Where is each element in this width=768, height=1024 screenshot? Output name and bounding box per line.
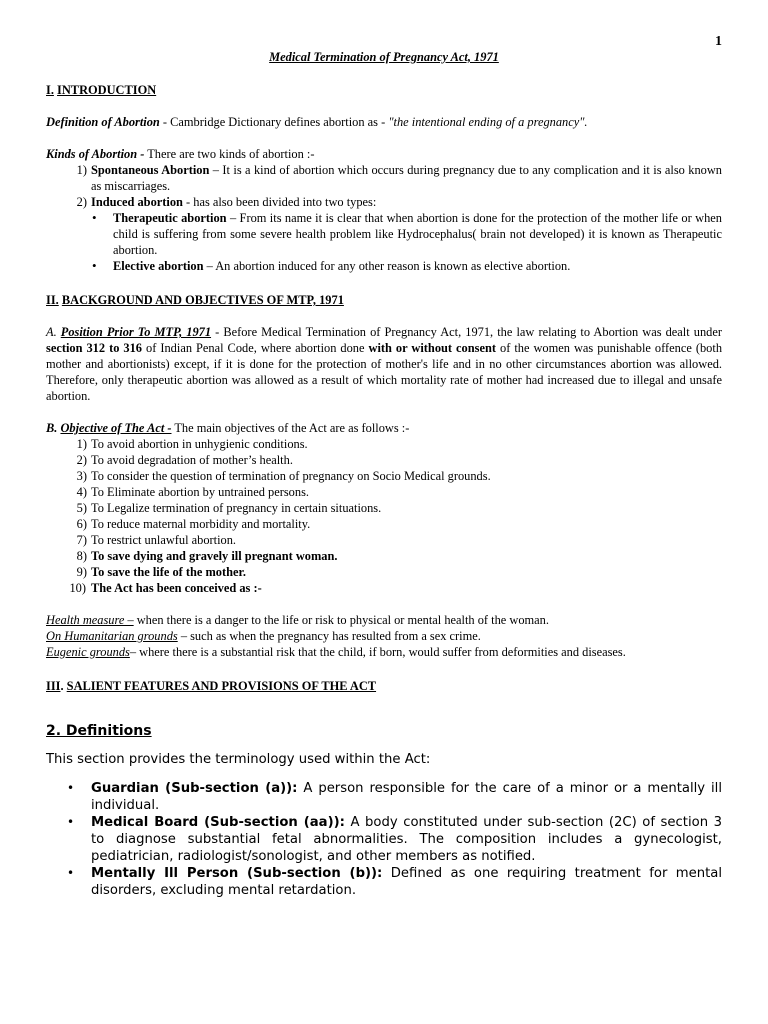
- list-item: [46, 548, 722, 564]
- section-background-heading: [46, 292, 722, 308]
- section-number: III: [46, 679, 61, 693]
- term-text: – such as when the pregnancy has resulted from a sex crime.: [177, 629, 481, 643]
- definition-of-abortion: [46, 114, 722, 130]
- page-number: 1: [715, 34, 722, 49]
- list-number: 7): [76, 533, 87, 547]
- term-label: Elective abortion: [113, 259, 204, 273]
- list-number: 5): [76, 501, 87, 515]
- list-item: [46, 194, 722, 210]
- objective-intro: [46, 420, 722, 436]
- health-measure: [46, 612, 722, 628]
- list-text: To avoid abortion in unhygienic conditions.: [91, 437, 308, 451]
- list-item: [46, 436, 722, 452]
- list-item: [113, 258, 722, 274]
- list-text: To restrict unlawful abortion.: [91, 533, 237, 547]
- list-text: To save the life of the mother.: [91, 565, 246, 579]
- kinds-list-2: [46, 194, 722, 210]
- list-number: 1): [76, 163, 87, 177]
- section-title: INTRODUCTION: [57, 83, 157, 97]
- paragraph-text: of the women was punishable offence (both mother and abortionists) except, if it is done for the protection of mother's life and in no other circumstances abortion was allowed. Therefore, only therapeutic abortion was allowed as a result of which mortality rate of mother had increased due to illegal and unsafe abortion.: [46, 341, 723, 403]
- paragraph-prefix: B.: [46, 421, 61, 435]
- section-introduction-heading: [46, 82, 722, 98]
- eugenic-grounds: [46, 644, 722, 660]
- term-label: Health measure –: [46, 613, 134, 627]
- section-number: I.: [46, 83, 54, 97]
- term-label: Definition of Abortion: [46, 115, 160, 129]
- list-item: [91, 814, 722, 865]
- definition-quote: "the intentional ending of a pregnancy".: [388, 115, 588, 129]
- list-number: 8): [76, 549, 87, 563]
- list-text: To consider the question of termination of pregnancy on Socio Medical grounds.: [91, 469, 491, 483]
- definitions-heading: 2. Definitions: [46, 723, 152, 739]
- term-label: Kinds of Abortion -: [46, 147, 145, 161]
- list-number: 2): [76, 453, 87, 467]
- list-item: [46, 532, 722, 548]
- term-text: Defined as one requiring treatment for mental disorders, excluding mental retardation.: [91, 866, 722, 898]
- list-item: [91, 780, 722, 814]
- term-label: Induced abortion: [91, 195, 183, 209]
- term-text: - has also been divided into two types:: [182, 195, 377, 209]
- term-text: A person responsible for the care of a minor or a mentally ill individual.: [91, 781, 722, 813]
- list-text: To avoid degradation of mother’s health.: [91, 453, 293, 467]
- term-label: Eugenic grounds: [46, 645, 130, 659]
- section-salient-heading: III. SALIENT FEATURES AND PROVISIONS OF THE ACT: [46, 679, 377, 693]
- list-text: To reduce maternal morbidity and mortality.: [91, 517, 311, 531]
- kinds-of-abortion: [46, 146, 722, 162]
- term-text: – An abortion induced for any other reason is known as elective abortion.: [203, 259, 571, 273]
- term-text: when there is a danger to the life or risk to physical or mental health of the woman.: [133, 613, 549, 627]
- list-item: [46, 452, 722, 468]
- list-item: [46, 580, 722, 596]
- humanitarian-grounds: [46, 628, 722, 644]
- list-item: [46, 516, 722, 532]
- list-item: [46, 484, 722, 500]
- term-label: Therapeutic abortion: [113, 211, 227, 225]
- list-item: [91, 865, 722, 899]
- section-title: SALIENT FEATURES AND PROVISIONS OF THE ACT: [66, 679, 377, 693]
- term-label: Mentally Ill Person (Sub-section (b)):: [91, 866, 383, 881]
- term-text: – From its name it is clear that when abortion is done for the protection of the mother life or when child is suffering from some severe health problem like Hydrocephalus( brain not developed) it is known as Therapeutic abortion.: [113, 211, 722, 257]
- term-text: – It is a kind of abortion which occurs during pregnancy due to any complication and it is also known as miscarriages.: [91, 163, 723, 193]
- emphasis-text: section 312 to 316: [46, 341, 143, 355]
- term-text: – where there is a substantial risk that the child, if born, would suffer from deformities and diseases.: [129, 645, 626, 659]
- term-label: Spontaneous Abortion: [91, 163, 210, 177]
- emphasis-text: with or without consent: [368, 341, 496, 355]
- list-text: To save dying and gravely ill pregnant woman.: [91, 549, 338, 563]
- definitions-list: [46, 780, 722, 899]
- list-number: 6): [76, 517, 87, 531]
- list-text: To Eliminate abortion by untrained persons.: [91, 485, 309, 499]
- list-text: The Act has been conceived as :-: [91, 581, 262, 595]
- kinds-list: [46, 162, 722, 194]
- term-label: Position Prior To MTP, 1971: [60, 325, 212, 339]
- induced-types-list: [46, 210, 722, 274]
- list-item: [46, 500, 722, 516]
- list-number: 3): [76, 469, 87, 483]
- term-text: - Cambridge Dictionary defines abortion as -: [159, 115, 389, 129]
- list-number: 2): [76, 195, 87, 209]
- document-title: Medical Termination of Pregnancy Act, 1971: [269, 50, 499, 64]
- section-title: BACKGROUND AND OBJECTIVES OF MTP, 1971: [61, 293, 344, 307]
- term-text: A body constituted under sub-section (2C) of section 3 to diagnose substantial fetal abnormalities. The composition includes a gynecologist, pediatrician, radiologist/sonologist, and other members as notified.: [91, 815, 722, 864]
- position-prior-paragraph: [46, 324, 722, 404]
- list-number: 9): [76, 565, 87, 579]
- list-number: 1): [76, 437, 87, 451]
- term-label: Objective of The Act -: [60, 421, 172, 435]
- list-item: [113, 210, 722, 258]
- list-item: [46, 162, 722, 194]
- section-number: II.: [46, 293, 59, 307]
- list-item: [46, 564, 722, 580]
- list-number: 4): [76, 485, 87, 499]
- paragraph-text: The main objectives of the Act are as follows :-: [171, 421, 410, 435]
- term-label: Medical Board (Sub-section (aa)):: [91, 815, 345, 830]
- paragraph-text: of Indian Penal Code, where abortion done: [142, 341, 369, 355]
- term-text: There are two kinds of abortion :-: [144, 147, 315, 161]
- definitions-intro: This section provides the terminology used within the Act:: [46, 752, 431, 767]
- list-number: 10): [69, 581, 86, 595]
- paragraph-text: - Before Medical Termination of Pregnancy Act, 1971, the law relating to Abortion was dealt under: [211, 325, 722, 339]
- term-label: On Humanitarian grounds: [46, 629, 178, 643]
- objectives-list: [46, 436, 722, 596]
- list-item: [46, 468, 722, 484]
- paragraph-prefix: A.: [46, 325, 61, 339]
- list-text: To Legalize termination of pregnancy in certain situations.: [91, 501, 382, 515]
- term-label: Guardian (Sub-section (a)):: [91, 781, 298, 796]
